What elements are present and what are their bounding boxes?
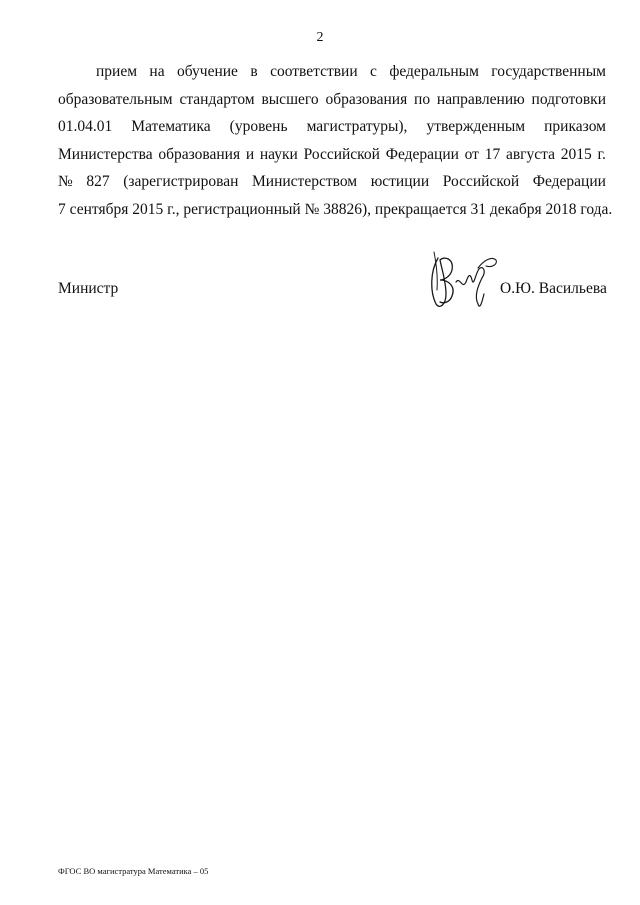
word: соответствии — [270, 63, 358, 80]
word: в — [250, 63, 258, 80]
word: утвержденным — [426, 118, 526, 135]
word: подготовки — [531, 90, 606, 108]
word: образовательным — [58, 90, 173, 108]
body-line — [58, 196, 613, 224]
word: 01.04.01 — [58, 118, 113, 135]
body-paragraph — [58, 58, 613, 223]
word: Федерации — [532, 173, 606, 190]
body-line — [58, 58, 606, 86]
word: 2015 — [560, 145, 592, 163]
signer-name: О.Ю. Васильева — [500, 280, 607, 297]
word: юстиции — [370, 173, 430, 190]
word: направлению — [436, 90, 525, 108]
page-number: 2 — [316, 30, 324, 45]
footer-note: ФГОС ВО магистратура Математика – 05 — [58, 866, 209, 876]
word: 827 — [86, 173, 110, 190]
word: с — [370, 63, 377, 80]
word: (уровень — [229, 118, 288, 135]
word: (зарегистрирован — [123, 173, 239, 190]
word: Министерства — [58, 145, 153, 163]
word: государственным — [491, 63, 606, 80]
word: Федерации — [385, 145, 459, 163]
word: по — [414, 90, 431, 108]
body-line — [58, 86, 606, 114]
word: 17 — [484, 145, 501, 163]
handwritten-signature — [424, 246, 504, 316]
word: Математика — [131, 118, 211, 135]
word: прием — [96, 63, 138, 80]
word: и — [245, 145, 255, 163]
word: августа — [505, 145, 555, 163]
word: Министерством — [252, 173, 358, 190]
word: Российской — [303, 145, 380, 163]
word: на — [149, 63, 165, 80]
word: образования — [158, 145, 241, 163]
body-line — [58, 168, 606, 196]
word: магистратуры), — [306, 118, 408, 135]
word: г. — [597, 145, 606, 163]
word: 7 сентября 2015 г., регистрационный № 38826), прекращается 31 декабря 2018 года. — [58, 200, 613, 218]
word: обучение — [177, 63, 238, 80]
word: стандартом — [179, 90, 255, 108]
word: № — [58, 173, 73, 190]
position-title: Министр — [58, 280, 119, 297]
word: федеральным — [389, 63, 479, 80]
word: Российской — [442, 173, 520, 190]
word: от — [464, 145, 479, 163]
word: науки — [259, 145, 298, 163]
word: приказом — [544, 118, 606, 135]
word: образования — [325, 90, 408, 108]
body-line — [58, 113, 606, 141]
word: высшего — [261, 90, 319, 108]
body-line — [58, 141, 606, 169]
